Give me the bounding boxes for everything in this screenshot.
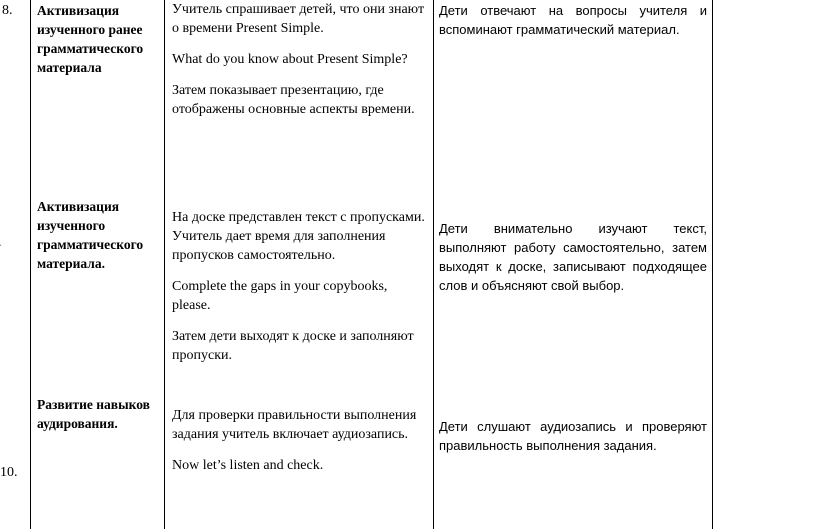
teacher-activity-cell <box>172 0 427 131</box>
column-border-2 <box>164 0 165 529</box>
column-border-4 <box>712 0 713 529</box>
student-activity-cell: Дети отвечают на вопросы учителя и вспоминают грамматический материал. <box>439 3 707 37</box>
teacher-activity-cell <box>172 208 427 377</box>
row-number <box>0 234 2 251</box>
teacher-paragraph: What do you know about Present Simple? <box>172 52 408 67</box>
column-border-1 <box>30 0 31 529</box>
column-border-3 <box>433 0 434 529</box>
student-activity-cell: Дети слушают аудиозапись и проверяют правильность выполнения задания. <box>439 419 707 453</box>
stage-cell: Активизация изученного грамматического материала. <box>37 199 144 271</box>
teacher-activity-cell <box>172 406 427 487</box>
stage-cell: Активизация изученного ранее грамматического материала <box>37 3 144 75</box>
teacher-paragraph: На доске представлен текст с пропусками. Учитель дает время для заполнения пропусков самостоятельно. <box>172 210 425 263</box>
row-number: 10. <box>0 465 18 480</box>
teacher-paragraph: Затем показывает презентацию, где отображены основные аспекты времени. <box>172 83 415 117</box>
teacher-paragraph: Затем дети выходят к доске и заполняют пропуски. <box>172 329 414 363</box>
teacher-paragraph: Учитель спрашивает детей, что они знают о времени Present Simple. <box>172 2 425 36</box>
teacher-paragraph: Now let’s listen and check. <box>172 458 324 473</box>
student-activity-cell: Дети внимательно изучают текст, выполняют работу самостоятельно, затем выходят к доске, записывают подходящее слов и объясняют свой выбор. <box>439 221 707 293</box>
stage-cell: Развитие навыков аудирования. <box>37 397 150 431</box>
teacher-paragraph: Complete the gaps in your copybooks, please. <box>172 279 388 313</box>
teacher-paragraph: Для проверки правильности выполнения задания учитель включает аудиозапись. <box>172 408 417 442</box>
row-number: 8. <box>2 3 13 18</box>
